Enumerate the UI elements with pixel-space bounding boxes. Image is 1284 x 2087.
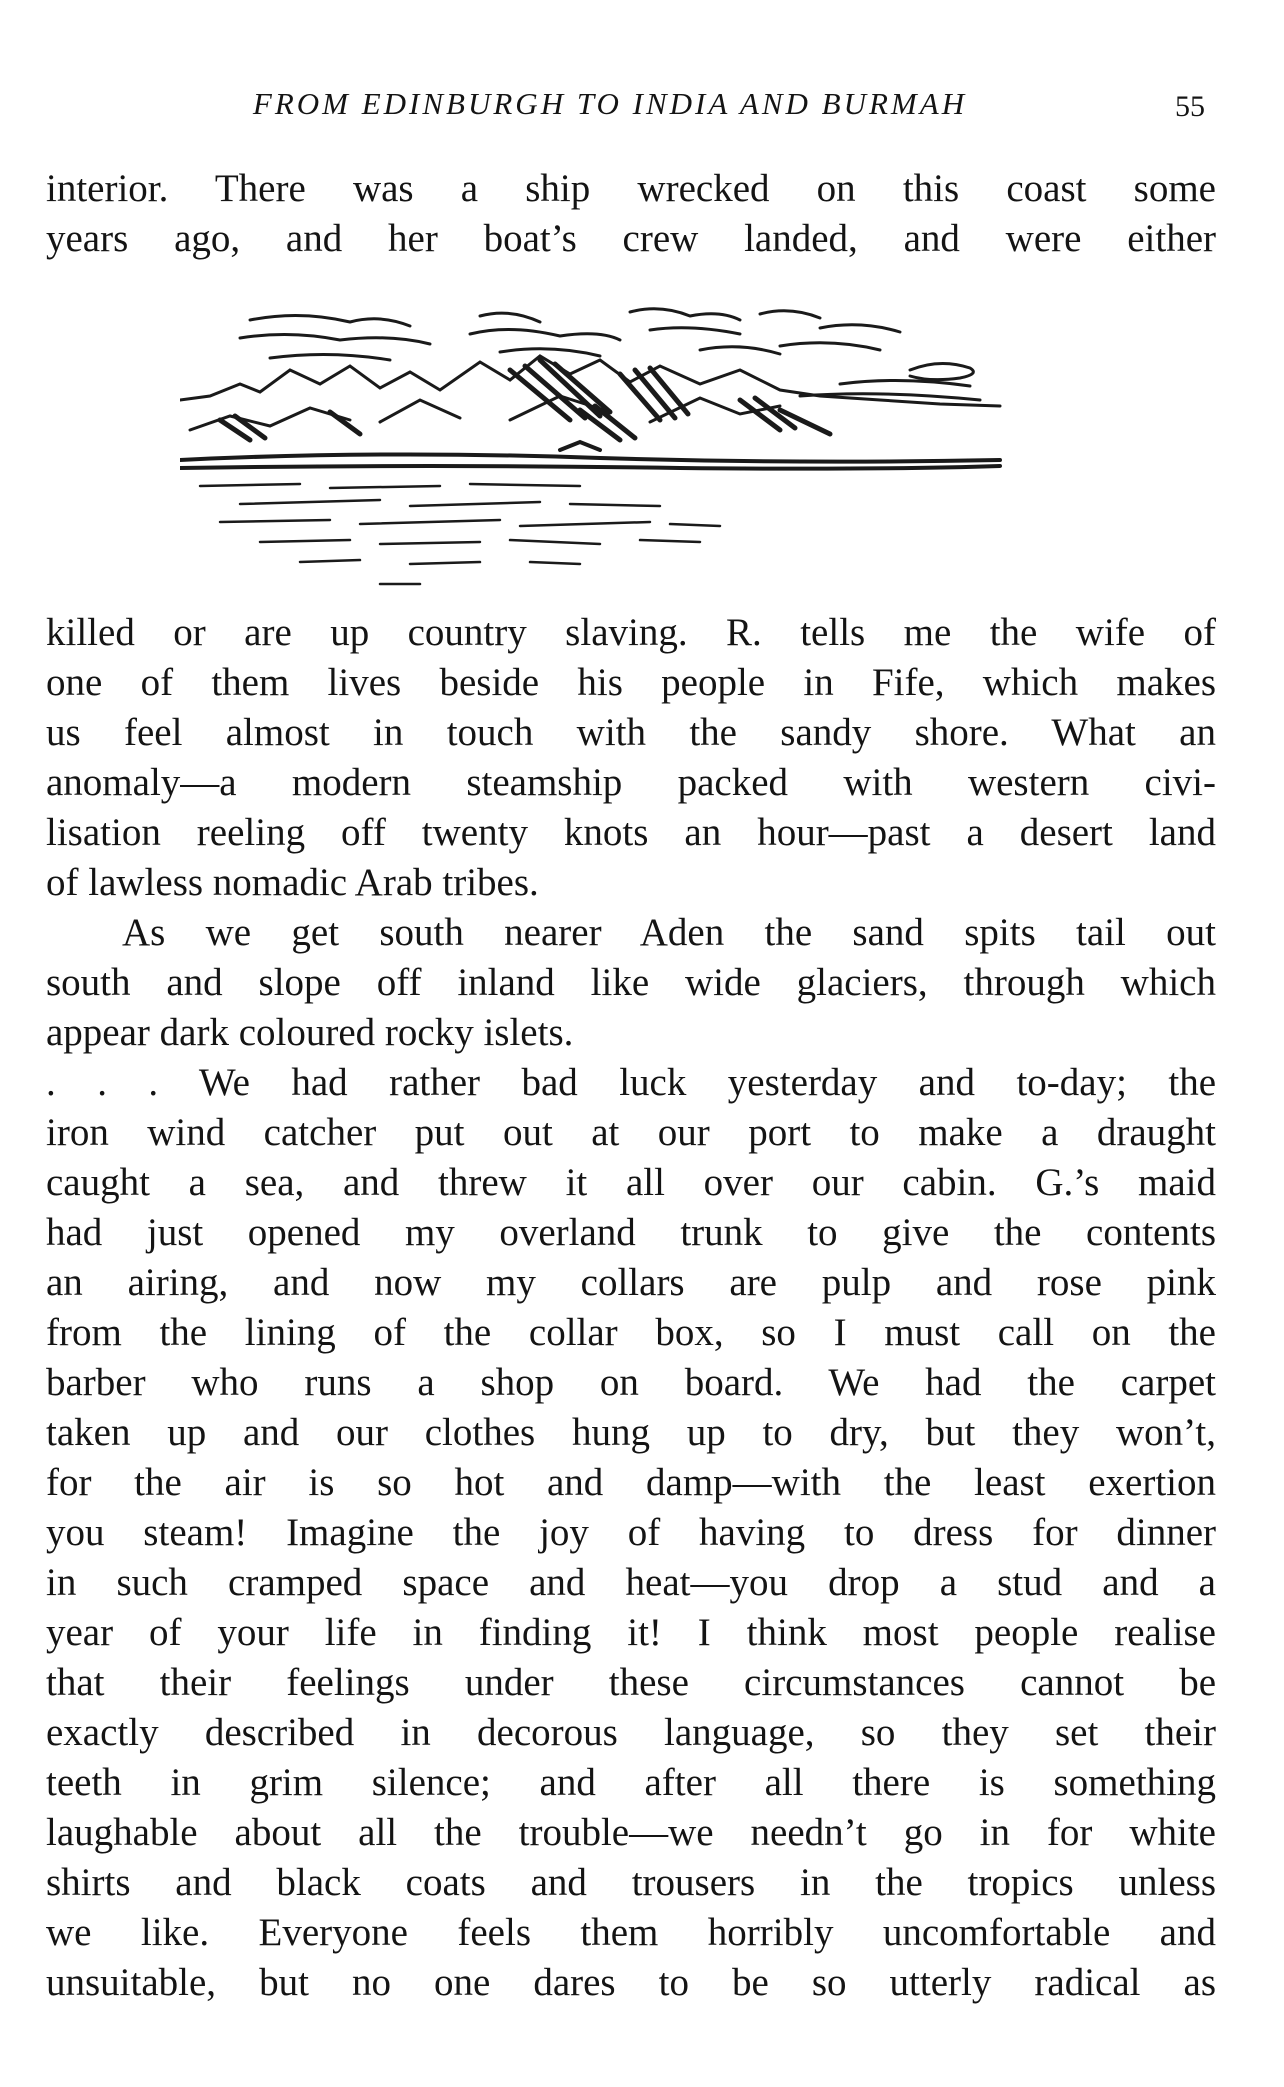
water-ripples (200, 484, 720, 584)
text-line: year of your life in finding it! I think most people realise (46, 1611, 1216, 1654)
text-line: lisation reeling off twenty knots an hour—past a desert land (46, 811, 1216, 854)
text-line: As we get south nearer Aden the sand spits tail out (122, 911, 1216, 954)
paragraph-top (46, 164, 1216, 264)
text-line: exactly described in decorous language, so they set their (46, 1711, 1216, 1754)
text-line: south and slope off inland like wide glaciers, through which (46, 961, 1216, 1004)
text-line: from the lining of the collar box, so I must call on the (46, 1311, 1216, 1354)
text-line: teeth in grim silence; and after all there is something (46, 1761, 1216, 1804)
text-line: appear dark coloured rocky islets. (46, 1011, 574, 1054)
text-line: years ago, and her boat’s crew landed, and were either (46, 217, 1216, 260)
shoreline (180, 442, 1000, 469)
text-line: caught a sea, and threw it all over our cabin. G.’s maid (46, 1161, 1216, 1204)
text-line: of lawless nomadic Arab tribes. (46, 861, 539, 904)
text-line: . . . We had rather bad luck yesterday and to-day; the (46, 1061, 1216, 1104)
text-line: barber who runs a shop on board. We had the carpet (46, 1361, 1216, 1404)
paragraph-bottom (46, 608, 1216, 2008)
text-line: killed or are up country slaving. R. tells me the wife of (46, 611, 1216, 654)
coastline-illustration (180, 300, 1100, 600)
page-header (160, 86, 1205, 126)
text-line: that their feelings under these circumstances cannot be (46, 1661, 1216, 1704)
text-line: iron wind catcher put out at our port to make a draught (46, 1111, 1216, 1154)
text-line: for the air is so hot and damp—with the least exertion (46, 1461, 1216, 1504)
text-line: in such cramped space and heat—you drop a stud and a (46, 1561, 1216, 1604)
text-line: had just opened my overland trunk to give the contents (46, 1211, 1216, 1254)
clouds (240, 309, 980, 400)
text-line: shirts and black coats and trousers in the tropics unless (46, 1861, 1216, 1904)
page-number: 55 (1175, 90, 1205, 123)
text-line: you steam! Imagine the joy of having to dress for dinner (46, 1511, 1216, 1554)
text-line: laughable about all the trouble—we needn’t go in for white (46, 1811, 1216, 1854)
text-line: anomaly—a modern steamship packed with western civi- (46, 761, 1216, 804)
text-line: an airing, and now my collars are pulp and rose pink (46, 1261, 1216, 1304)
text-line: unsuitable, but no one dares to be so utterly radical as (46, 1961, 1216, 2004)
running-head: FROM EDINBURGH TO INDIA AND BURMAH (252, 86, 968, 121)
text-line: one of them lives beside his people in Fife, which makes (46, 661, 1216, 704)
text-line: interior. There was a ship wrecked on this coast some (46, 167, 1216, 210)
text-line: us feel almost in touch with the sandy shore. What an (46, 711, 1216, 754)
text-line: taken up and our clothes hung up to dry, but they won’t, (46, 1411, 1216, 1454)
text-line: we like. Everyone feels them horribly uncomfortable and (46, 1911, 1216, 1954)
